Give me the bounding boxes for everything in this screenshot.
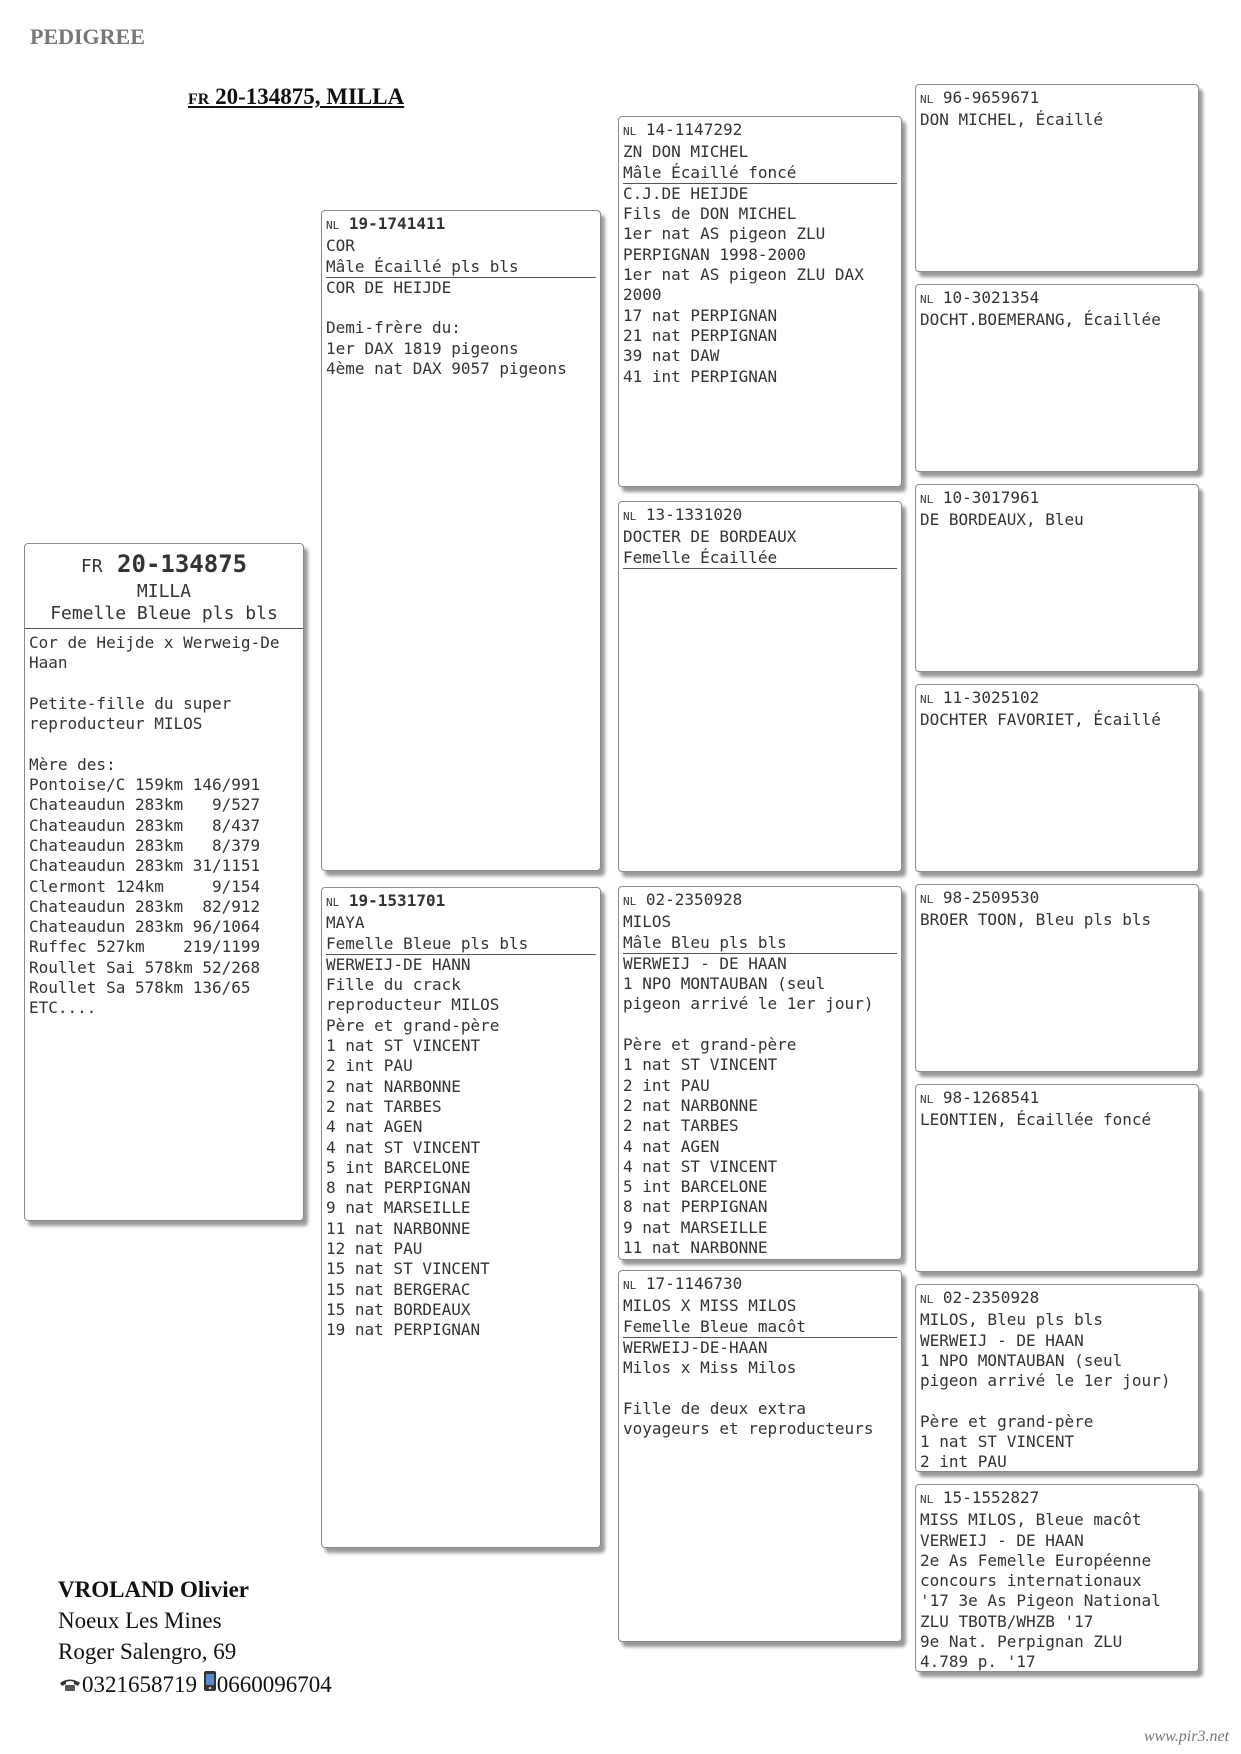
title-country: FR (188, 91, 210, 108)
subject-desc: Femelle Bleue pls bls (50, 603, 278, 624)
dd-desc: Femelle Bleue macôt (623, 1317, 897, 1338)
owner-phones (58, 1667, 332, 1700)
dam-ring-number: 19-1531701 (348, 891, 446, 910)
dam-country: NL (326, 896, 340, 909)
owner-name: VROLAND Olivier (58, 1577, 250, 1602)
g1-ring-number: 96-9659671 (942, 88, 1040, 107)
owner-block (58, 1574, 332, 1700)
g5-ring (920, 888, 1194, 910)
g2-country: NL (920, 293, 934, 306)
page-label: PEDIGREE (30, 24, 145, 49)
g8-ring (920, 1488, 1194, 1510)
dam-desc: Femelle Bleue pls bls (326, 934, 596, 955)
sire-dam-card (618, 501, 902, 872)
ds-ring (623, 890, 897, 912)
ds-name: MILOS (623, 912, 672, 932)
g6-ring-number: 98-1268541 (942, 1088, 1040, 1107)
g6-ring (920, 1088, 1194, 1110)
sire-name: COR (326, 236, 355, 256)
ss-country: NL (623, 125, 637, 138)
g5-text: BROER TOON, Bleu pls bls (920, 910, 1152, 930)
dd-ring-number: 17-1146730 (645, 1274, 743, 1293)
dam-ring (326, 891, 596, 913)
g4-country: NL (920, 693, 934, 706)
subject-name: MILLA (136, 581, 192, 602)
ds-notes: WERWEIJ - DE HAAN 1 NPO MONTAUBAN (seul pigeon arrivé le 1er jour) Père et grand-père 1 nat ST VINCENT 2 int PAU 2 nat NARBONNE 2 nat TARBES 4 nat AGEN 4 nat ST VINCENT 5 int BARCELONE 8 nat PERPIGNAN 9 nat MARSEILLE 11 nat NARBONNE (623, 953, 874, 1258)
g5-country: NL (920, 893, 934, 906)
dd-notes: WERWEIJ-DE-HAAN Milos x Miss Milos Fille de deux extra voyageurs et reproducteurs (623, 1337, 874, 1439)
dam-notes: WERWEIJ-DE HANN Fille du crack reproducteur MILOS Père et grand-père 1 nat ST VINCENT 2 int PAU 2 nat NARBONNE 2 nat TARBES 4 nat AGEN 4 nat ST VINCENT 5 int BARCELONE 8 nat PERPIGNAN 9 nat MARSEILLE 11 nat NARBONNE 12 nat PAU 15 nat ST VINCENT 15 nat BERGERAC 15 nat BORDEAUX 19 nat PERPIGNAN (326, 954, 500, 1340)
g2-ring (920, 288, 1194, 310)
sd-country: NL (623, 510, 637, 523)
sd-name: DOCTER DE BORDEAUX (623, 527, 797, 547)
g8-text: MISS MILOS, Bleue macôt VERWEIJ - DE HAAN 2e As Femelle Européenne concours internationaux '17 3e As Pigeon National ZLU TBOTB/WHZB '17 9e Nat. Perpignan ZLU 4.789 p. '17 (920, 1510, 1161, 1672)
sire-card (321, 210, 601, 871)
ds-desc: Mâle Bleu pls bls (623, 933, 897, 954)
subject-header (25, 550, 303, 629)
ggp-card-4 (915, 684, 1199, 872)
owner-street: Roger Salengro, 69 (58, 1639, 237, 1664)
ggp-card-6 (915, 1084, 1199, 1272)
g8-country: NL (920, 1493, 934, 1506)
dd-name: MILOS X MISS MILOS (623, 1296, 797, 1316)
dam-sire-card (618, 886, 902, 1260)
g5-ring-number: 98-2509530 (942, 888, 1040, 907)
page-title (188, 84, 404, 110)
sire-ring-number: 19-1741411 (348, 214, 446, 233)
dam-name: MAYA (326, 913, 365, 933)
owner-city: Noeux Les Mines (58, 1608, 222, 1633)
g8-ring-number: 15-1552827 (942, 1488, 1040, 1507)
sire-country: NL (326, 219, 340, 232)
g3-ring (920, 488, 1194, 510)
sd-desc: Femelle Écaillée (623, 548, 897, 569)
ds-ring-number: 02-2350928 (645, 890, 743, 909)
g7-text: MILOS, Bleu pls bls WERWEIJ - DE HAAN 1 NPO MONTAUBAN (seul pigeon arrivé le 1er jour) Père et grand-père 1 nat ST VINCENT 2 int PAU (920, 1310, 1171, 1472)
subject-country: FR (80, 556, 103, 577)
sire-notes: COR DE HEIJDE Demi-frère du: 1er DAX 1819 pigeons 4ème nat DAX 9057 pigeons (326, 277, 567, 379)
title-main: 20-134875, MILLA (215, 84, 405, 109)
sire-ring (326, 214, 596, 236)
ss-desc: Mâle Écaillé foncé (623, 163, 897, 184)
ggp-card-8 (915, 1484, 1199, 1672)
g3-text: DE BORDEAUX, Bleu (920, 510, 1084, 530)
sd-ring-number: 13-1331020 (645, 505, 743, 524)
g2-ring-number: 10-3021354 (942, 288, 1040, 307)
subject-ring-number: 20-134875 (117, 550, 248, 578)
dd-ring (623, 1274, 897, 1296)
watermark: www.pir3.net (1143, 1728, 1229, 1745)
ss-name: ZN DON MICHEL (623, 142, 749, 162)
ds-country: NL (623, 895, 637, 908)
sire-desc: Mâle Écaillé pls bls (326, 257, 596, 278)
subject-notes: Cor de Heijde x Werweig-De Haan Petite-fille du super reproducteur MILOS Mère des: Pontoise/C 159km 146/991 Chateaudun 283km 9/527 Chateaudun 283km 8/437 Chateaudun 283km 8/379 Chateaudun 283km 31/1151 Clermont 124km 9/154 Chateaudun 283km 82/912 Chateaudun 283km 96/1064 Ruffec 527km 219/1199 Roullet Sai 578km 52/268 Roullet Sa 578km 136/65 ETC.... (29, 633, 280, 1018)
g4-text: DOCHTER FAVORIET, Écaillé (920, 710, 1161, 730)
g1-text: DON MICHEL, Écaillé (920, 110, 1104, 130)
ss-notes: C.J.DE HEIJDE Fils de DON MICHEL 1er nat AS pigeon ZLU PERPIGNAN 1998-2000 1er nat AS pigeon ZLU DAX 2000 17 nat PERPIGNAN 21 nat PERPIGNAN 39 nat DAW 41 int PERPIGNAN (623, 183, 864, 386)
g7-ring (920, 1288, 1194, 1310)
ggp-card-3 (915, 484, 1199, 672)
mobile-number: 0660096704 (216, 1672, 332, 1698)
g3-country: NL (920, 493, 934, 506)
mobile-icon (203, 1669, 217, 1700)
subject-ring (25, 550, 303, 581)
g6-text: LEONTIEN, Écaillée foncé (920, 1110, 1152, 1130)
ggp-card-1 (915, 84, 1199, 272)
ggp-card-2 (915, 284, 1199, 472)
phone-icon (58, 1669, 82, 1700)
g3-ring-number: 10-3017961 (942, 488, 1040, 507)
phone-number: 0321658719 (82, 1672, 197, 1698)
g1-ring (920, 88, 1194, 110)
g4-ring-number: 11-3025102 (942, 688, 1040, 707)
subject-card (24, 543, 304, 1221)
g7-ring-number: 02-2350928 (942, 1288, 1040, 1307)
sire-sire-card (618, 116, 902, 487)
g7-country: NL (920, 1293, 934, 1306)
dam-dam-card (618, 1270, 902, 1642)
g4-ring (920, 688, 1194, 710)
ggp-card-7 (915, 1284, 1199, 1472)
ss-ring (623, 120, 897, 142)
g1-country: NL (920, 93, 934, 106)
ss-ring-number: 14-1147292 (645, 120, 743, 139)
sd-ring (623, 505, 897, 527)
dam-card (321, 887, 601, 1548)
g2-text: DOCHT.BOEMERANG, Écaillée (920, 310, 1161, 330)
ggp-card-5 (915, 884, 1199, 1072)
dd-country: NL (623, 1279, 637, 1292)
g6-country: NL (920, 1093, 934, 1106)
